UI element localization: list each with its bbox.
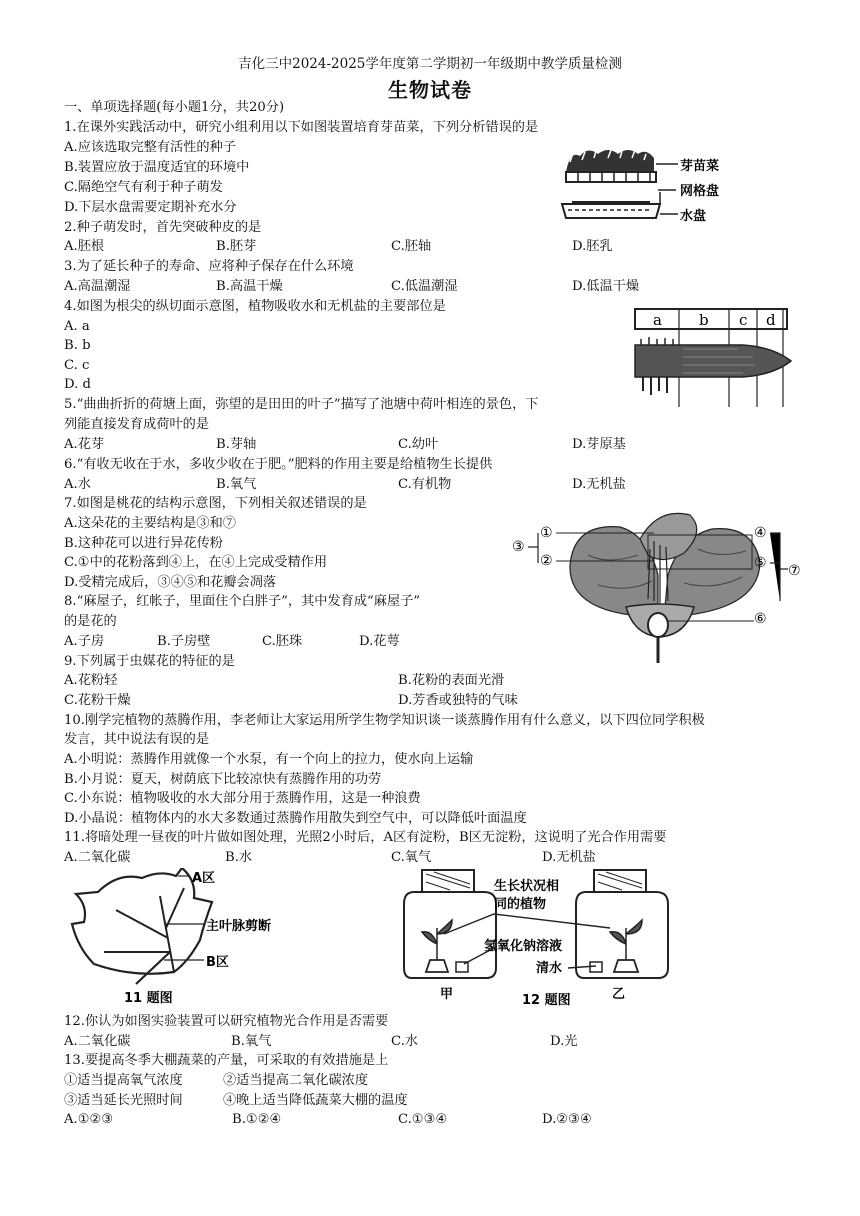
q2-option-d: D.胚乳 <box>572 239 613 254</box>
q13-statement-3: ③适当延长光照时间 <box>64 1093 183 1108</box>
fig11-caption: 11 题图 <box>124 991 173 1006</box>
label-6: ⑥ <box>754 611 767 627</box>
q4-stem: 4.如图为根尖的纵切面示意图，植物吸收水和无机盐的主要部位是 <box>64 299 446 314</box>
q13-option-c: C.①③④ <box>398 1112 448 1127</box>
q10-stem-line2: 发言，其中说法有误的是 <box>64 732 210 747</box>
ovary <box>648 613 668 637</box>
q1-option-d: D.下层水盘需要定期补充水分 <box>64 200 237 215</box>
label-yi: 乙 <box>612 987 626 1002</box>
q11-option-b: B.水 <box>225 850 253 865</box>
q13-option-b: B.①②④ <box>232 1112 282 1127</box>
section-heading: 一、单项选择题(每小题1分，共20分) <box>64 100 285 115</box>
q6-option-d: D.无机盐 <box>572 477 626 492</box>
q8-option-a: A.子房 <box>64 634 105 649</box>
leaf-outline <box>72 868 212 974</box>
q11-option-a: A.二氧化碳 <box>64 850 131 865</box>
q4-root-tip-figure <box>633 307 793 411</box>
q7-option-d: D.受精完成后，③④⑤和花瓣会凋落 <box>64 575 277 590</box>
q7-option-b: B.这种花可以进行异花传粉 <box>64 536 223 551</box>
q10-option-d: D.小晶说：植物体内的水大多数通过蒸腾作用散失到空气中，可以降低叶面温度 <box>64 811 527 826</box>
q12-option-a: A.二氧化碳 <box>64 1034 131 1049</box>
label-d: d <box>766 311 776 329</box>
q13-statement-1: ①适当提高氧气浓度 <box>64 1073 183 1088</box>
q11-option-d: D.无机盐 <box>542 850 596 865</box>
jar-jia <box>404 870 496 978</box>
exam-title: 生物试卷 <box>388 78 472 102</box>
q1-option-b: B.装置应放于温度适宜的环境中 <box>64 160 250 175</box>
q12-option-d: D.光 <box>550 1034 578 1049</box>
q5-option-d: D.芽原基 <box>572 437 626 452</box>
q1-option-a: A.应该选取完整有活性的种子 <box>64 140 236 155</box>
q4-option-c: C. c <box>64 358 90 373</box>
q13-option-d: D.②③④ <box>542 1112 592 1127</box>
q10-stem-line1: 10.刚学完植物的蒸腾作用，李老师让大家运用所学生物学知识谈一谈蒸腾作用有什么意义，以下四位同学积极 <box>64 713 705 728</box>
label-7: ⑦ <box>788 563 801 579</box>
q13-stem: 13.要提高冬季大棚蔬菜的产量，可采取的有效措施是上 <box>64 1053 389 1068</box>
q3-option-c: C.低温潮湿 <box>391 279 458 294</box>
q9-stem: 9.下列属于虫媒花的特征的是 <box>64 654 235 669</box>
q2-option-a: A.胚根 <box>64 239 105 254</box>
q4-option-a: A. a <box>64 319 90 334</box>
q1-stem: 1.在课外实践活动中，研究小组利用以下如图装置培育芽苗菜，下列分析错误的是 <box>64 120 539 135</box>
label-jia: 甲 <box>440 987 454 1002</box>
q11-stem: 11.将暗处理一昼夜的叶片做如图处理，光照2小时后，A区有淀粉，B区无淀粉，这说明了光合作用需要 <box>64 830 667 845</box>
label-a: a <box>653 311 662 329</box>
label-same-plants-1: 生长状况相 <box>494 879 560 894</box>
sprout-mass <box>566 150 654 172</box>
label-c: c <box>739 311 748 329</box>
q8-option-d: D.花萼 <box>359 634 400 649</box>
q2-option-c: C.胚轴 <box>391 239 432 254</box>
label-same-plants-2: 同的植物 <box>494 897 547 912</box>
q7-peach-flower-figure <box>508 505 808 665</box>
q7-option-a: A.这朵花的主要结构是③和⑦ <box>64 516 236 531</box>
q2-stem: 2.种子萌发时，首先突破种皮的是 <box>64 220 262 235</box>
q9-option-b: B.花粉的表面光滑 <box>398 673 505 688</box>
q3-option-d: D.低温干燥 <box>572 279 640 294</box>
q7-stem: 7.如图是桃花的结构示意图，下列相关叙述错误的是 <box>64 496 367 511</box>
label-2: ② <box>540 553 553 569</box>
q13-option-a: A.①②③ <box>64 1112 114 1127</box>
label-sprouts: 芽苗菜 <box>680 159 720 174</box>
q8-stem-line1: 8.“麻屋子，红帐子，里面住个白胖子”，其中发育成“麻屋子” <box>64 594 421 609</box>
q10-option-b: B.小月说：夏天，树荫底下比较凉快有蒸腾作用的功劳 <box>64 772 382 787</box>
q9-option-a: A.花粉轻 <box>64 673 118 688</box>
label-b: b <box>699 311 709 329</box>
q5-option-a: A.花芽 <box>64 437 105 452</box>
q12-stem: 12.你认为如图实验装置可以研究植物光合作用是否需要 <box>64 1014 389 1029</box>
q10-option-a: A.小明说：蒸腾作用就像一个水泵，有一个向上的拉力，使水向上运输 <box>64 752 474 767</box>
q5-option-c: C.幼叶 <box>398 437 439 452</box>
label-zone-a: A区 <box>192 871 216 886</box>
q11-leaf-figure <box>64 868 304 1008</box>
jar-yi <box>576 870 668 978</box>
q6-option-b: B.氧气 <box>216 477 257 492</box>
q8-stem-line2: 的是花的 <box>64 614 117 629</box>
q3-option-a: A.高温潮湿 <box>64 279 131 294</box>
q6-option-c: C.有机物 <box>398 477 452 492</box>
root-body <box>635 345 791 377</box>
q5-stem-line2: 列能直接发育成荷叶的是 <box>64 417 210 432</box>
q1-option-c: C.隔绝空气有利于种子萌发 <box>64 180 223 195</box>
label-1: ① <box>540 525 553 541</box>
q1-sprout-tray-figure <box>560 142 730 230</box>
q5-option-b: B.芽轴 <box>216 437 257 452</box>
q12-option-c: C.水 <box>391 1034 418 1049</box>
label-5: ⑤ <box>754 555 767 571</box>
q5-stem-line1: 5.“曲曲折折的荷塘上面，弥望的是田田的叶子”描写了池塘中荷叶相连的景色，下 <box>64 397 539 412</box>
q9-option-c: C.花粉干燥 <box>64 693 131 708</box>
label-grid-tray: 网格盘 <box>680 184 720 199</box>
q12-option-b: B.氧气 <box>231 1034 272 1049</box>
q4-option-d: D. d <box>64 377 91 392</box>
q8-option-c: C.胚珠 <box>262 634 303 649</box>
label-naoh: 氢氧化钠溶液 <box>484 939 563 954</box>
q3-option-b: B.高温干燥 <box>216 279 283 294</box>
q13-statement-2: ②适当提高二氧化碳浓度 <box>223 1073 369 1088</box>
water-tray <box>562 202 660 218</box>
exam-header: 吉化三中2024-2025学年度第二学期初一年级期中教学质量检测 <box>238 56 622 72</box>
fig12-caption: 12 题图 <box>522 993 571 1008</box>
grid-tray <box>566 172 656 182</box>
label-water: 清水 <box>536 961 563 976</box>
q2-option-b: B.胚芽 <box>216 239 257 254</box>
q13-statement-4: ④晚上适当降低蔬菜大棚的温度 <box>223 1093 408 1108</box>
q8-option-b: B.子房壁 <box>157 634 211 649</box>
q9-option-d: D.芳香或独特的气味 <box>398 693 518 708</box>
label-water-tray: 水盘 <box>680 209 707 224</box>
label-vein-cut: 主叶脉剪断 <box>206 919 272 934</box>
q11-option-c: C.氧气 <box>391 850 432 865</box>
label-zone-b: B区 <box>206 955 229 970</box>
label-3: ③ <box>512 539 525 555</box>
q10-option-c: C.小东说：植物吸收的水大部分用于蒸腾作用，这是一种浪费 <box>64 791 421 806</box>
q6-option-a: A.水 <box>64 477 91 492</box>
label-4: ④ <box>754 525 767 541</box>
q12-bell-jar-figure <box>400 864 690 1014</box>
q7-option-c: C.①中的花粉落到④上，在④上完成受精作用 <box>64 555 328 570</box>
q6-stem: 6.“有收无收在于水，多收少收在于肥。”肥料的作用主要是给植物生长提供 <box>64 457 493 472</box>
q4-option-b: B. b <box>64 338 91 353</box>
q3-stem: 3.为了延长种子的寿命、应将种子保存在什么环境 <box>64 259 354 274</box>
